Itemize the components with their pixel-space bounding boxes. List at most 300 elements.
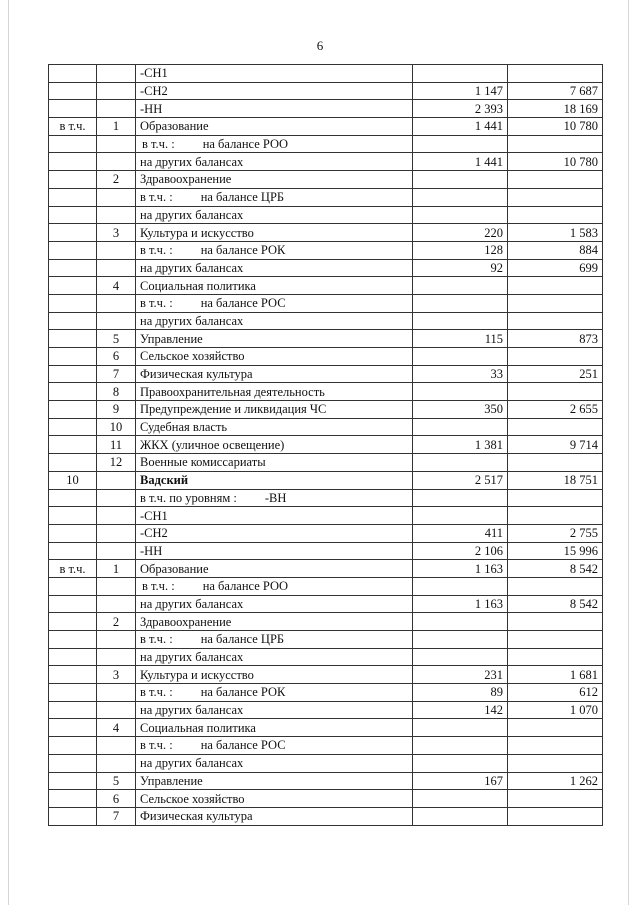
row-label-cell bbox=[136, 365, 413, 383]
value-cell-1 bbox=[413, 312, 508, 330]
table-row bbox=[49, 418, 603, 436]
row-label-cell bbox=[136, 100, 413, 118]
row-label-cell bbox=[136, 648, 413, 666]
row-label-text: на балансе РОК bbox=[200, 685, 286, 700]
value-cell-1: 128 bbox=[413, 241, 508, 259]
budget-table bbox=[48, 64, 603, 826]
row-group-cell bbox=[49, 401, 97, 419]
value-cell-2: 1 681 bbox=[508, 666, 603, 684]
row-label-text: -НН bbox=[140, 101, 163, 116]
row-label-text: Судебная власть bbox=[140, 420, 228, 435]
row-label-text: на балансе РОС bbox=[200, 738, 286, 753]
row-label-cell bbox=[136, 118, 413, 136]
row-number-cell: 1 bbox=[97, 118, 136, 136]
sub-label: в т.ч. : bbox=[140, 296, 173, 311]
value-cell-2 bbox=[508, 719, 603, 737]
value-cell-2: 251 bbox=[508, 365, 603, 383]
row-label-text: Вадский bbox=[140, 473, 189, 488]
row-number-cell: 12 bbox=[97, 454, 136, 472]
value-cell-1 bbox=[413, 613, 508, 631]
row-label-text: Физическая культура bbox=[140, 367, 253, 382]
value-cell-1 bbox=[413, 648, 508, 666]
value-cell-2 bbox=[508, 312, 603, 330]
value-cell-2 bbox=[508, 294, 603, 312]
row-label-cell bbox=[136, 401, 413, 419]
value-cell-1: 89 bbox=[413, 684, 508, 702]
value-cell-1: 92 bbox=[413, 259, 508, 277]
value-cell-1 bbox=[413, 348, 508, 366]
value-cell-2: 10 780 bbox=[508, 153, 603, 171]
row-number-cell bbox=[97, 82, 136, 100]
value-cell-1: 2 517 bbox=[413, 471, 508, 489]
table-row bbox=[49, 82, 603, 100]
row-group-cell bbox=[49, 294, 97, 312]
row-number-cell bbox=[97, 206, 136, 224]
row-number-cell: 4 bbox=[97, 277, 136, 295]
row-label-text: Социальная политика bbox=[140, 278, 256, 293]
row-number-cell: 2 bbox=[97, 171, 136, 189]
row-label-cell bbox=[136, 82, 413, 100]
row-number-cell bbox=[97, 188, 136, 206]
table-row bbox=[49, 577, 603, 595]
value-cell-2: 8 542 bbox=[508, 560, 603, 578]
value-cell-2 bbox=[508, 790, 603, 808]
value-cell-2 bbox=[508, 737, 603, 755]
row-label-text: Образование bbox=[140, 561, 209, 576]
row-label-cell bbox=[136, 206, 413, 224]
row-number-cell bbox=[97, 524, 136, 542]
row-label-cell bbox=[136, 560, 413, 578]
row-number-cell: 1 bbox=[97, 560, 136, 578]
row-group-cell: в т.ч. bbox=[49, 118, 97, 136]
row-group-cell bbox=[49, 648, 97, 666]
row-label-cell bbox=[136, 489, 413, 507]
row-group-cell bbox=[49, 807, 97, 825]
row-label-cell bbox=[136, 277, 413, 295]
table-row bbox=[49, 631, 603, 649]
value-cell-2 bbox=[508, 454, 603, 472]
table-row bbox=[49, 153, 603, 171]
table-row bbox=[49, 224, 603, 242]
row-label-cell bbox=[136, 471, 413, 489]
sub-label: в т.ч. : bbox=[140, 190, 173, 205]
sub-label: в т.ч. : bbox=[142, 137, 175, 152]
row-label-text: на других балансах bbox=[140, 756, 244, 771]
value-cell-2: 8 542 bbox=[508, 595, 603, 613]
row-group-cell bbox=[49, 171, 97, 189]
row-label-text: Здравоохранение bbox=[140, 172, 232, 187]
value-cell-1: 1 163 bbox=[413, 560, 508, 578]
table-row bbox=[49, 188, 603, 206]
row-label-text: Военные комиссариаты bbox=[140, 455, 266, 470]
value-cell-1: 142 bbox=[413, 701, 508, 719]
row-group-cell bbox=[49, 666, 97, 684]
row-group-cell bbox=[49, 259, 97, 277]
row-label-cell bbox=[136, 507, 413, 525]
row-label-cell bbox=[136, 330, 413, 348]
value-cell-2: 10 780 bbox=[508, 118, 603, 136]
row-group-cell bbox=[49, 701, 97, 719]
row-label-cell bbox=[136, 542, 413, 560]
row-label-text: Физическая культура bbox=[140, 809, 253, 824]
row-label-cell bbox=[136, 754, 413, 772]
row-group-cell bbox=[49, 82, 97, 100]
value-cell-1 bbox=[413, 489, 508, 507]
value-cell-1: 2 106 bbox=[413, 542, 508, 560]
row-label-text: Управление bbox=[140, 331, 203, 346]
row-label-cell bbox=[136, 719, 413, 737]
row-number-cell bbox=[97, 577, 136, 595]
row-group-cell bbox=[49, 135, 97, 153]
row-number-cell bbox=[97, 294, 136, 312]
table-row bbox=[49, 613, 603, 631]
row-label-text: на других балансах bbox=[140, 207, 244, 222]
value-cell-1 bbox=[413, 737, 508, 755]
table-row bbox=[49, 524, 603, 542]
row-label-cell bbox=[136, 171, 413, 189]
row-group-cell bbox=[49, 65, 97, 83]
table-row bbox=[49, 241, 603, 259]
table-row bbox=[49, 401, 603, 419]
value-cell-2: 7 687 bbox=[508, 82, 603, 100]
value-cell-2 bbox=[508, 418, 603, 436]
row-label-cell bbox=[136, 772, 413, 790]
row-label-cell bbox=[136, 790, 413, 808]
value-cell-1 bbox=[413, 65, 508, 83]
value-cell-2: 1 583 bbox=[508, 224, 603, 242]
sub-label: в т.ч. : bbox=[140, 632, 173, 647]
value-cell-2 bbox=[508, 489, 603, 507]
value-cell-2: 18 751 bbox=[508, 471, 603, 489]
row-group-cell bbox=[49, 577, 97, 595]
row-number-cell: 5 bbox=[97, 330, 136, 348]
row-group-cell bbox=[49, 790, 97, 808]
value-cell-1: 167 bbox=[413, 772, 508, 790]
value-cell-1: 33 bbox=[413, 365, 508, 383]
row-group-cell bbox=[49, 277, 97, 295]
row-number-cell bbox=[97, 684, 136, 702]
row-group-cell bbox=[49, 684, 97, 702]
value-cell-1 bbox=[413, 631, 508, 649]
sub-label: в т.ч. : bbox=[140, 685, 173, 700]
table-row bbox=[49, 772, 603, 790]
row-group-cell bbox=[49, 365, 97, 383]
row-group-cell bbox=[49, 772, 97, 790]
value-cell-2 bbox=[508, 648, 603, 666]
row-label-text: Образование bbox=[140, 119, 209, 134]
value-cell-1: 115 bbox=[413, 330, 508, 348]
row-number-cell: 8 bbox=[97, 383, 136, 401]
row-number-cell bbox=[97, 65, 136, 83]
row-number-cell: 7 bbox=[97, 807, 136, 825]
value-cell-2 bbox=[508, 631, 603, 649]
table-row bbox=[49, 171, 603, 189]
row-number-cell: 3 bbox=[97, 666, 136, 684]
table-row bbox=[49, 701, 603, 719]
value-cell-1 bbox=[413, 188, 508, 206]
row-label-text: на других балансах bbox=[140, 703, 244, 718]
value-cell-1 bbox=[413, 454, 508, 472]
row-group-cell bbox=[49, 489, 97, 507]
row-label-text: -СН2 bbox=[140, 84, 168, 99]
value-cell-2 bbox=[508, 135, 603, 153]
row-label-cell bbox=[136, 153, 413, 171]
row-label-cell bbox=[136, 241, 413, 259]
row-group-cell bbox=[49, 631, 97, 649]
row-label-text: на других балансах bbox=[140, 313, 244, 328]
row-label-text: -НН bbox=[140, 543, 163, 558]
value-cell-1 bbox=[413, 754, 508, 772]
row-number-cell bbox=[97, 312, 136, 330]
row-label-text: Сельское хозяйство bbox=[140, 791, 245, 806]
row-label-text: на других балансах bbox=[140, 260, 244, 275]
value-cell-1 bbox=[413, 418, 508, 436]
row-label-cell bbox=[136, 188, 413, 206]
row-label-text: Сельское хозяйство bbox=[140, 349, 245, 364]
value-cell-2: 1 262 bbox=[508, 772, 603, 790]
row-number-cell: 2 bbox=[97, 613, 136, 631]
row-label-text: на балансе РОС bbox=[200, 296, 286, 311]
row-label-cell bbox=[136, 613, 413, 631]
value-cell-1: 1 147 bbox=[413, 82, 508, 100]
row-group-cell bbox=[49, 241, 97, 259]
value-cell-2 bbox=[508, 348, 603, 366]
table-row bbox=[49, 135, 603, 153]
table-row bbox=[49, 294, 603, 312]
value-cell-2: 15 996 bbox=[508, 542, 603, 560]
row-label-text: Культура и искусство bbox=[140, 225, 254, 240]
value-cell-2 bbox=[508, 206, 603, 224]
value-cell-1: 1 163 bbox=[413, 595, 508, 613]
row-label-text: на других балансах bbox=[140, 596, 244, 611]
row-number-cell bbox=[97, 595, 136, 613]
row-label-cell bbox=[136, 737, 413, 755]
row-label-cell bbox=[136, 65, 413, 83]
row-label-cell bbox=[136, 807, 413, 825]
value-cell-1 bbox=[413, 577, 508, 595]
row-label-text: Предупреждение и ликвидация ЧС bbox=[140, 402, 327, 417]
value-cell-1 bbox=[413, 383, 508, 401]
row-label-text: Правоохранительная деятельность bbox=[140, 384, 325, 399]
row-number-cell bbox=[97, 542, 136, 560]
row-label-cell bbox=[136, 631, 413, 649]
table-row bbox=[49, 118, 603, 136]
value-cell-1: 220 bbox=[413, 224, 508, 242]
value-cell-1: 1 441 bbox=[413, 118, 508, 136]
value-cell-2 bbox=[508, 577, 603, 595]
table-row bbox=[49, 471, 603, 489]
row-label-text: на балансе ЦРБ bbox=[200, 632, 285, 647]
table-row bbox=[49, 507, 603, 525]
row-label-text: на других балансах bbox=[140, 650, 244, 665]
row-number-cell: 6 bbox=[97, 790, 136, 808]
table-row bbox=[49, 365, 603, 383]
row-label-text: ЖКХ (уличное освещение) bbox=[140, 437, 285, 452]
table-row bbox=[49, 719, 603, 737]
value-cell-2: 699 bbox=[508, 259, 603, 277]
row-group-cell bbox=[49, 348, 97, 366]
value-cell-2: 2 755 bbox=[508, 524, 603, 542]
row-label-cell bbox=[136, 135, 413, 153]
value-cell-1 bbox=[413, 171, 508, 189]
row-group-cell bbox=[49, 153, 97, 171]
table-row bbox=[49, 259, 603, 277]
row-label-cell bbox=[136, 259, 413, 277]
value-cell-1 bbox=[413, 507, 508, 525]
scan-edge-right bbox=[628, 0, 629, 905]
row-group-cell bbox=[49, 542, 97, 560]
row-label-cell bbox=[136, 294, 413, 312]
row-number-cell: 3 bbox=[97, 224, 136, 242]
value-cell-2 bbox=[508, 507, 603, 525]
row-number-cell: 9 bbox=[97, 401, 136, 419]
value-cell-1: 411 bbox=[413, 524, 508, 542]
table-row bbox=[49, 595, 603, 613]
row-group-cell: в т.ч. bbox=[49, 560, 97, 578]
value-cell-2 bbox=[508, 171, 603, 189]
row-group-cell bbox=[49, 206, 97, 224]
row-number-cell bbox=[97, 507, 136, 525]
value-cell-2: 18 169 bbox=[508, 100, 603, 118]
row-group-cell bbox=[49, 383, 97, 401]
value-cell-2: 612 bbox=[508, 684, 603, 702]
row-number-cell: 4 bbox=[97, 719, 136, 737]
row-label-text: на балансе РОК bbox=[200, 243, 286, 258]
sub-label: в т.ч. : bbox=[140, 243, 173, 258]
value-cell-1: 1 441 bbox=[413, 153, 508, 171]
row-label-text: -СН1 bbox=[140, 66, 168, 81]
row-label-text: на балансе РОО bbox=[202, 137, 289, 152]
value-cell-2 bbox=[508, 613, 603, 631]
value-cell-2: 884 bbox=[508, 241, 603, 259]
row-label-cell bbox=[136, 524, 413, 542]
row-number-cell bbox=[97, 241, 136, 259]
scan-edge-left bbox=[8, 0, 9, 905]
table-row bbox=[49, 277, 603, 295]
table-row bbox=[49, 754, 603, 772]
value-cell-1: 1 381 bbox=[413, 436, 508, 454]
value-cell-2: 9 714 bbox=[508, 436, 603, 454]
row-label-cell bbox=[136, 348, 413, 366]
row-label-cell bbox=[136, 454, 413, 472]
row-number-cell bbox=[97, 701, 136, 719]
value-cell-1 bbox=[413, 294, 508, 312]
row-label-cell bbox=[136, 577, 413, 595]
table-row bbox=[49, 684, 603, 702]
value-cell-1 bbox=[413, 807, 508, 825]
row-label-cell bbox=[136, 383, 413, 401]
page-number: 6 bbox=[316, 38, 324, 53]
row-number-cell bbox=[97, 153, 136, 171]
row-number-cell: 5 bbox=[97, 772, 136, 790]
row-number-cell: 10 bbox=[97, 418, 136, 436]
table-row bbox=[49, 312, 603, 330]
row-group-cell bbox=[49, 613, 97, 631]
row-group-cell bbox=[49, 188, 97, 206]
row-number-cell bbox=[97, 135, 136, 153]
table-row bbox=[49, 348, 603, 366]
table-row bbox=[49, 790, 603, 808]
row-number-cell: 11 bbox=[97, 436, 136, 454]
row-group-cell bbox=[49, 436, 97, 454]
table-row bbox=[49, 560, 603, 578]
table-row bbox=[49, 65, 603, 83]
row-group-cell bbox=[49, 754, 97, 772]
row-label-text: на балансе ЦРБ bbox=[200, 190, 285, 205]
row-number-cell: 6 bbox=[97, 348, 136, 366]
value-cell-2 bbox=[508, 277, 603, 295]
table-row bbox=[49, 648, 603, 666]
row-group-cell bbox=[49, 595, 97, 613]
row-number-cell bbox=[97, 754, 136, 772]
value-cell-2: 873 bbox=[508, 330, 603, 348]
row-group-cell bbox=[49, 312, 97, 330]
row-label-cell bbox=[136, 666, 413, 684]
sub-label: в т.ч. : bbox=[140, 738, 173, 753]
row-group-cell bbox=[49, 418, 97, 436]
row-number-cell bbox=[97, 737, 136, 755]
row-number-cell: 7 bbox=[97, 365, 136, 383]
value-cell-1 bbox=[413, 790, 508, 808]
row-group-cell bbox=[49, 507, 97, 525]
row-number-cell bbox=[97, 631, 136, 649]
row-number-cell bbox=[97, 489, 136, 507]
row-number-cell bbox=[97, 648, 136, 666]
value-cell-2 bbox=[508, 807, 603, 825]
row-label-cell bbox=[136, 684, 413, 702]
sub-label: в т.ч. по уровням : bbox=[140, 490, 237, 505]
value-cell-2: 1 070 bbox=[508, 701, 603, 719]
value-cell-1 bbox=[413, 135, 508, 153]
value-cell-1 bbox=[413, 277, 508, 295]
row-label-text: -ВН bbox=[264, 490, 287, 505]
table-row bbox=[49, 542, 603, 560]
value-cell-1: 350 bbox=[413, 401, 508, 419]
row-label-cell bbox=[136, 436, 413, 454]
table-row bbox=[49, 100, 603, 118]
row-label-cell bbox=[136, 312, 413, 330]
value-cell-2 bbox=[508, 383, 603, 401]
value-cell-2 bbox=[508, 65, 603, 83]
table-row bbox=[49, 454, 603, 472]
table-row bbox=[49, 489, 603, 507]
row-label-cell bbox=[136, 595, 413, 613]
row-label-text: Культура и искусство bbox=[140, 667, 254, 682]
value-cell-2 bbox=[508, 754, 603, 772]
row-label-text: на балансе РОО bbox=[202, 579, 289, 594]
sub-label: в т.ч. : bbox=[142, 579, 175, 594]
table-row bbox=[49, 807, 603, 825]
row-number-cell bbox=[97, 259, 136, 277]
row-label-text: Управление bbox=[140, 773, 203, 788]
row-group-cell: 10 bbox=[49, 471, 97, 489]
table-row bbox=[49, 436, 603, 454]
row-number-cell bbox=[97, 471, 136, 489]
row-group-cell bbox=[49, 100, 97, 118]
row-number-cell bbox=[97, 100, 136, 118]
row-group-cell bbox=[49, 330, 97, 348]
row-group-cell bbox=[49, 737, 97, 755]
table-row bbox=[49, 666, 603, 684]
row-label-text: Здравоохранение bbox=[140, 614, 232, 629]
value-cell-1 bbox=[413, 719, 508, 737]
value-cell-1: 2 393 bbox=[413, 100, 508, 118]
row-label-text: Социальная политика bbox=[140, 720, 256, 735]
table-row bbox=[49, 383, 603, 401]
row-group-cell bbox=[49, 454, 97, 472]
row-label-text: -СН1 bbox=[140, 508, 168, 523]
table-row bbox=[49, 330, 603, 348]
